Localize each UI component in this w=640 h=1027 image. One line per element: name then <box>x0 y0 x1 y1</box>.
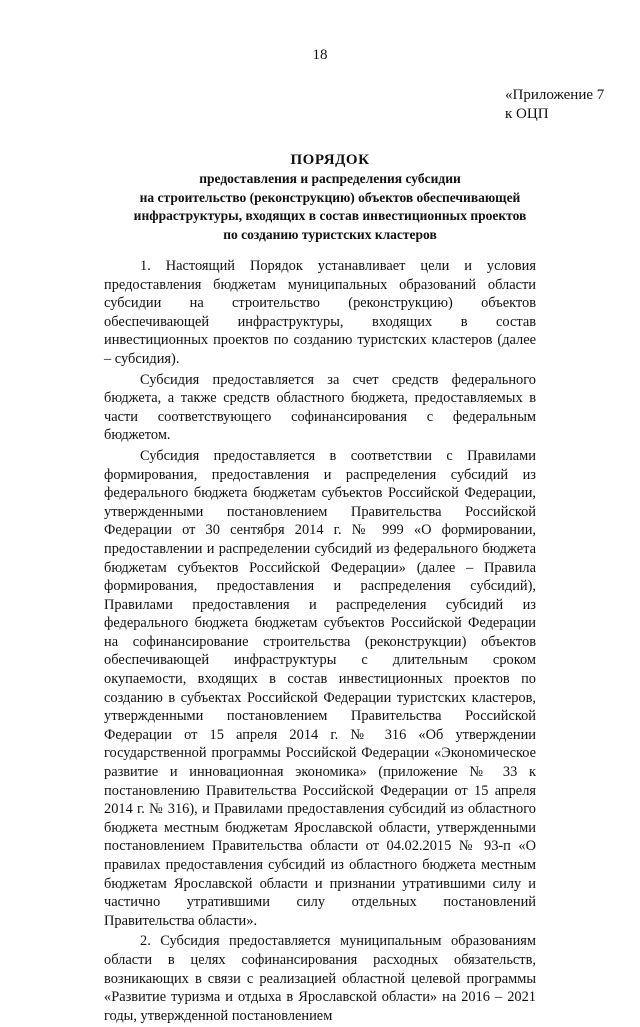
appendix-line-1: «Приложение 7 <box>505 87 605 103</box>
paragraph-1: 1. Настоящий Порядок устанавливает цели и условия предоставления бюджетам муниципальных образований области субсидии на строительство (реконструкцию) объектов обеспечивающей инфраструктуры, входящих в состав инвестиционных проектов по созданию туристских кластеров (далее – субсидия). <box>104 258 536 367</box>
document-title <box>100 150 560 244</box>
appendix-line-2: к ОЦП <box>505 106 549 122</box>
paragraph-2: Субсидия предоставляется за счет средств федерального бюджета, а также средств областного бюджета, предоставляемых в части соответствующего софинансирования с федеральным бюджетом. <box>104 371 536 444</box>
appendix-reference <box>505 86 604 124</box>
paragraph-4: 2. Субсидия предоставляется муниципальным образованиям области в целях софинансирования расходных обязательств, возникающих в связи с реализацией областной целевой программы «Развитие туризма и отдыха в Ярославской области» на 2016 – 2021 годы, утвержденной постановлением <box>104 933 536 1024</box>
document-body <box>104 257 536 1027</box>
title-line-2: на строительство (реконструкцию) объектов обеспечивающей <box>139 189 521 205</box>
page-number: 18 <box>312 47 328 63</box>
paragraph-3: Субсидия предоставляется в соответствии с Правилами формирования, предоставления и распределения субсидий из федерального бюджета бюджетам субъектов Российской Федерации, утвержденными постановлением Правительства Российской Федерации от 30 сентября 2014 г. № 999 «О формировании, предоставлении и распределении субсидий из федерального бюджета бюджетам субъектов Российской Федерации» (далее – Правила формирования, предоставления и распределения субсидий), Правилами предоставления и распределения субсидий из федерального бюджета бюджетам субъектов Российской Федерации на софинансирование строительства (реконструкции) объектов обеспечивающей инфраструктуры с длительным сроком окупаемости, входящих в состав инвестиционных проектов по созданию в субъектах Российской Федерации туристских кластеров, утвержденными постановлением Правительства Российской Федерации от 15 апреля 2014 г. № 316 «Об утверждении государственной программы Российской Федерации «Экономическое развитие и инновационная экономика» (приложение № 33 к постановлению Правительства Российской Федерации от 15 апреля 2014 г. № 316), и Правилами предоставления субсидий из областного бюджета местным бюджетам Ярославской области, утвержденными постановлением Правительства области от 04.02.2015 № 93-п «О правилах предоставления субсидий из областного бюджета местным бюджетам Ярославской области и признании утратившими силу и частично утратившими силу отдельных постановлений Правительства области». <box>104 447 536 929</box>
title-line-3: инфраструктуры, входящих в состав инвестиционных проектов <box>133 208 527 223</box>
title-line-4: по созданию туристских кластеров <box>223 226 437 242</box>
title-line-1: предоставления и распределения субсидии <box>199 171 461 186</box>
title-heading: ПОРЯДОК <box>290 152 370 168</box>
